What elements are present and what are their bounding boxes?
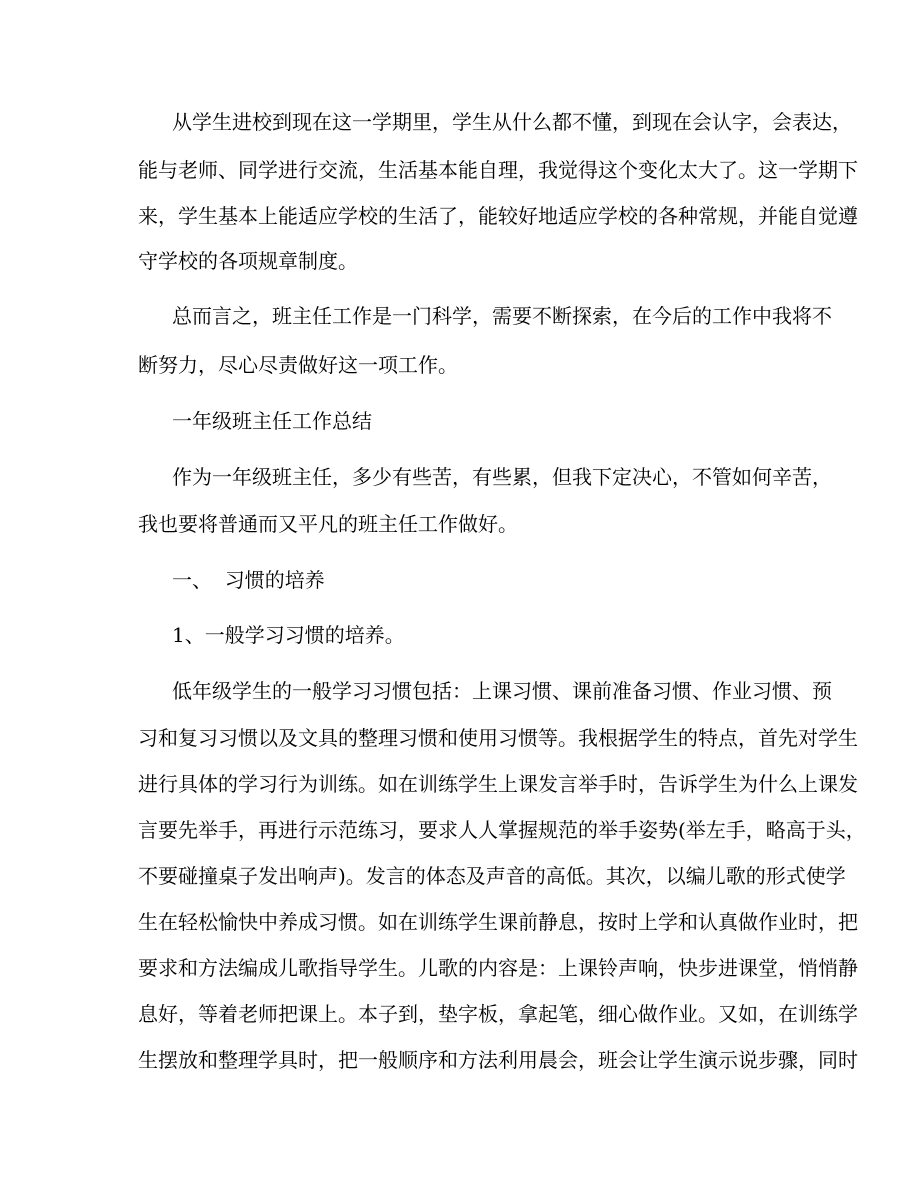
paragraph-4-line-3: 进行具体的学习行为训练。如在训练学生上课发言举手时，告诉学生为什么上课发 (138, 772, 858, 796)
subheading-general-study-habits: 1、一般学习习惯的培养。 (172, 623, 405, 647)
paragraph-4-line-8: 息好，等着老师把课上。本子到，垫字板，拿起笔，细心做作业。又如，在训练学 (138, 1002, 858, 1026)
heading-habit-cultivation: 一、 习惯的培养 (172, 568, 325, 592)
paragraph-2-line-2: 断努力，尽心尽责做好这一项工作。 (138, 353, 458, 377)
section-title: 一年级班主任工作总结 (172, 409, 372, 433)
paragraph-1-line-3: 来，学生基本上能适应学校的生活了，能较好地适应学校的各种常规，并能自觉遵 (138, 204, 858, 228)
paragraph-3-line-1: 作为一年级班主任，多少有些苦，有些累，但我下定决心，不管如何辛苦， (172, 465, 832, 489)
paragraph-1-line-4: 守学校的各项规章制度。 (138, 249, 358, 273)
paragraph-4-line-5: 不要碰撞桌子发出响声)。发言的体态及声音的高低。其次，以编儿歌的形式使学 (138, 864, 846, 888)
paragraph-1-line-2: 能与老师、同学进行交流，生活基本能自理，我觉得这个变化太大了。这一学期下 (138, 158, 858, 182)
paragraph-2-line-1: 总而言之，班主任工作是一门科学，需要不断探索，在今后的工作中我将不 (172, 304, 832, 328)
paragraph-4-line-2: 习和复习习惯以及文具的整理习惯和使用习惯等。我根据学生的特点，首先对学生 (138, 726, 858, 750)
paragraph-3-line-2: 我也要将普通而又平凡的班主任工作做好。 (138, 512, 518, 536)
paragraph-4-line-4: 言要先举手，再进行示范练习，要求人人掌握规范的举手姿势(举左手，略高于头， (138, 818, 866, 842)
paragraph-4-line-1: 低年级学生的一般学习习惯包括：上课习惯、课前准备习惯、作业习惯、预 (172, 679, 832, 703)
paragraph-4-line-9: 生摆放和整理学具时，把一般顺序和方法利用晨会，班会让学生演示说步骤，同时 (138, 1048, 858, 1072)
paragraph-4-line-7: 要求和方法编成儿歌指导学生。儿歌的内容是：上课铃声响，快步进课堂，悄悄静 (138, 956, 858, 980)
paragraph-4-line-6: 生在轻松愉快中养成习惯。如在训练学生课前静息，按时上学和认真做作业时，把 (138, 910, 858, 934)
paragraph-1-line-1: 从学生进校到现在这一学期里，学生从什么都不懂，到现在会认字，会表达， (172, 110, 852, 134)
